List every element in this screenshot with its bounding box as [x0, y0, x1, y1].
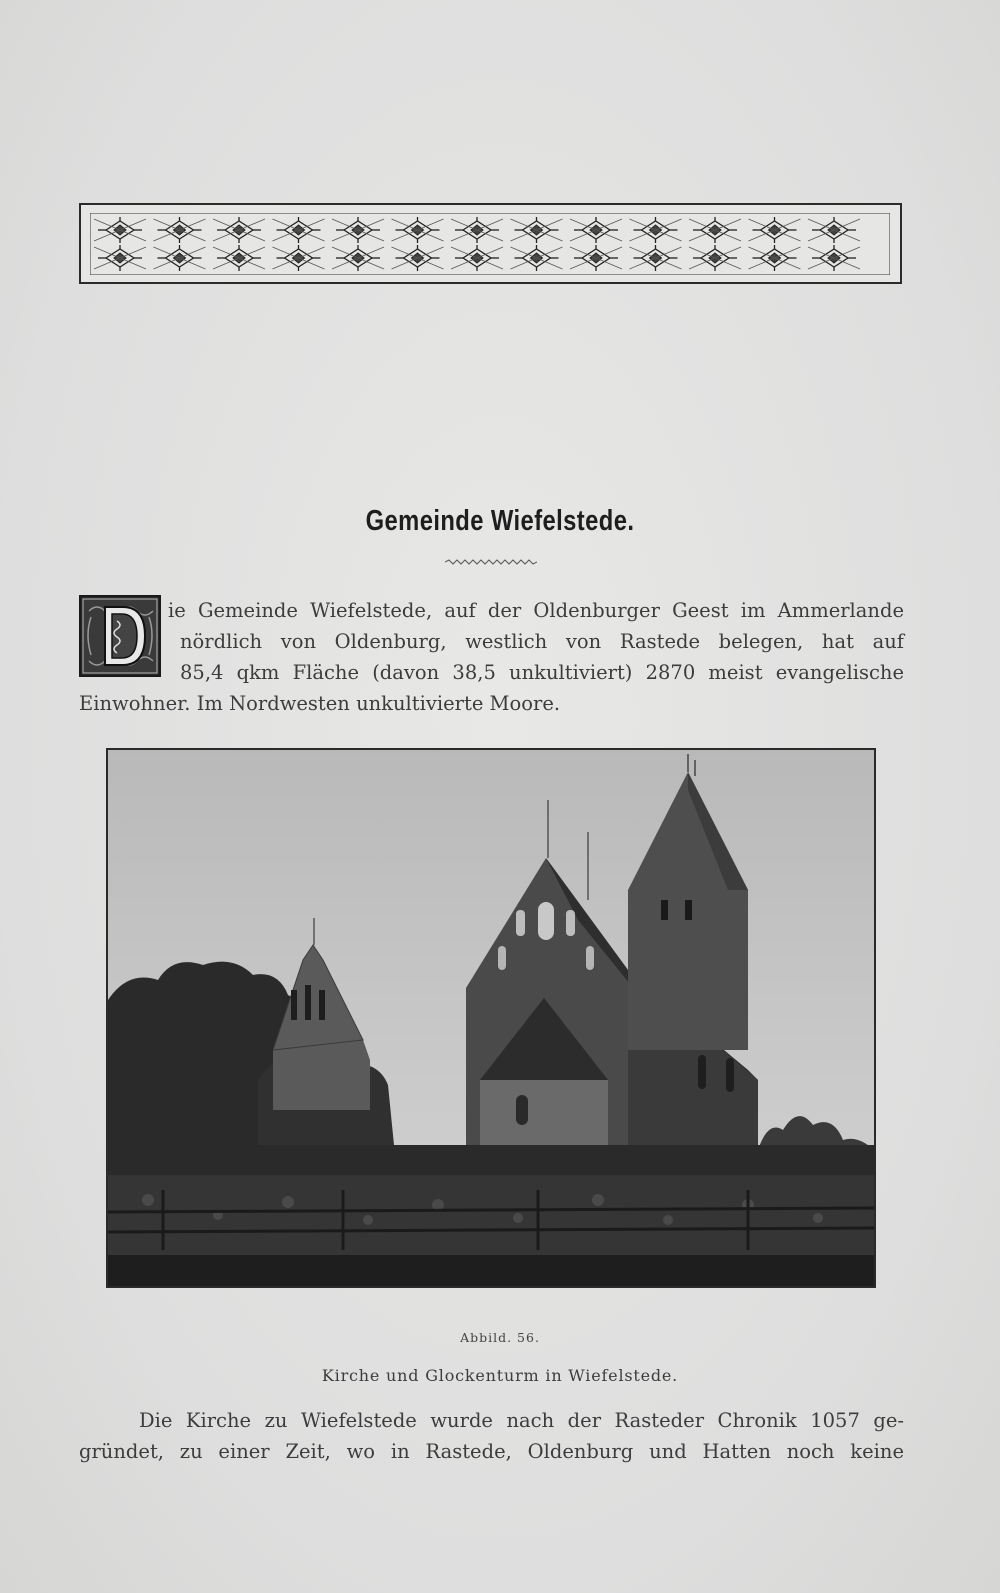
- figure-number: Abbild. 56.: [460, 1330, 540, 1345]
- ornament-motif: [154, 245, 206, 271]
- ornament-motif: [630, 217, 682, 243]
- intro-line-3: 85,4 qkm Fläche (davon 38,5 unkultiviert) 2870 meist evangelische: [180, 661, 904, 684]
- ornament-motif: [511, 245, 563, 271]
- ornament-motif: [749, 217, 801, 243]
- figure-caption: Kirche und Glockenturm in Wiefelstede.: [321, 1366, 679, 1385]
- dropcap: [79, 595, 161, 677]
- intro-line-4: Einwohner. Im Nordwesten unkultivierte Moore.: [79, 692, 561, 715]
- ornament-motif: [451, 217, 503, 243]
- ornament-motif: [94, 217, 146, 243]
- ornament-motif: [213, 245, 265, 271]
- ornament-motif: [451, 245, 503, 271]
- ornament-motif: [94, 245, 146, 271]
- ornament-motif: [332, 245, 384, 271]
- ornament-motif: [213, 217, 265, 243]
- title-rule-icon: [445, 559, 537, 565]
- ornament-motif: [392, 217, 444, 243]
- ornament-motif: [808, 217, 860, 243]
- ornament-motif: [570, 245, 622, 271]
- church-photograph-icon: [108, 750, 874, 1286]
- ornament-motif: [689, 245, 741, 271]
- ornament-motif: [154, 217, 206, 243]
- body-line-2: gründet, zu einer Zeit, wo in Rastede, Oldenburg und Hatten noch keine: [79, 1440, 904, 1463]
- ornament-motif: [332, 217, 384, 243]
- body-line-1: Die Kirche zu Wiefelstede wurde nach der Rasteder Chronik 1057 ge-: [139, 1409, 904, 1432]
- dropcap-letter-icon: [81, 597, 159, 675]
- ornament-motif: [273, 217, 325, 243]
- ornament-motif: [749, 245, 801, 271]
- intro-line-2: nördlich von Oldenburg, westlich von Rastede belegen, hat auf: [180, 630, 904, 653]
- intro-line-1: ie Gemeinde Wiefelstede, auf der Oldenburger Geest im Ammerlande: [168, 599, 904, 622]
- ornament-motif: [570, 217, 622, 243]
- ornament-band: [79, 203, 902, 284]
- ornament-icon: [90, 213, 890, 275]
- ornament-motif: [689, 217, 741, 243]
- ornament-motif: [808, 245, 860, 271]
- ornament-motif: [392, 245, 444, 271]
- ornament-motif: [273, 245, 325, 271]
- page-title: Gemeinde Wiefelstede.: [365, 505, 635, 537]
- church-photo: [106, 748, 876, 1288]
- ornament-motif: [630, 245, 682, 271]
- ornament-motif: [511, 217, 563, 243]
